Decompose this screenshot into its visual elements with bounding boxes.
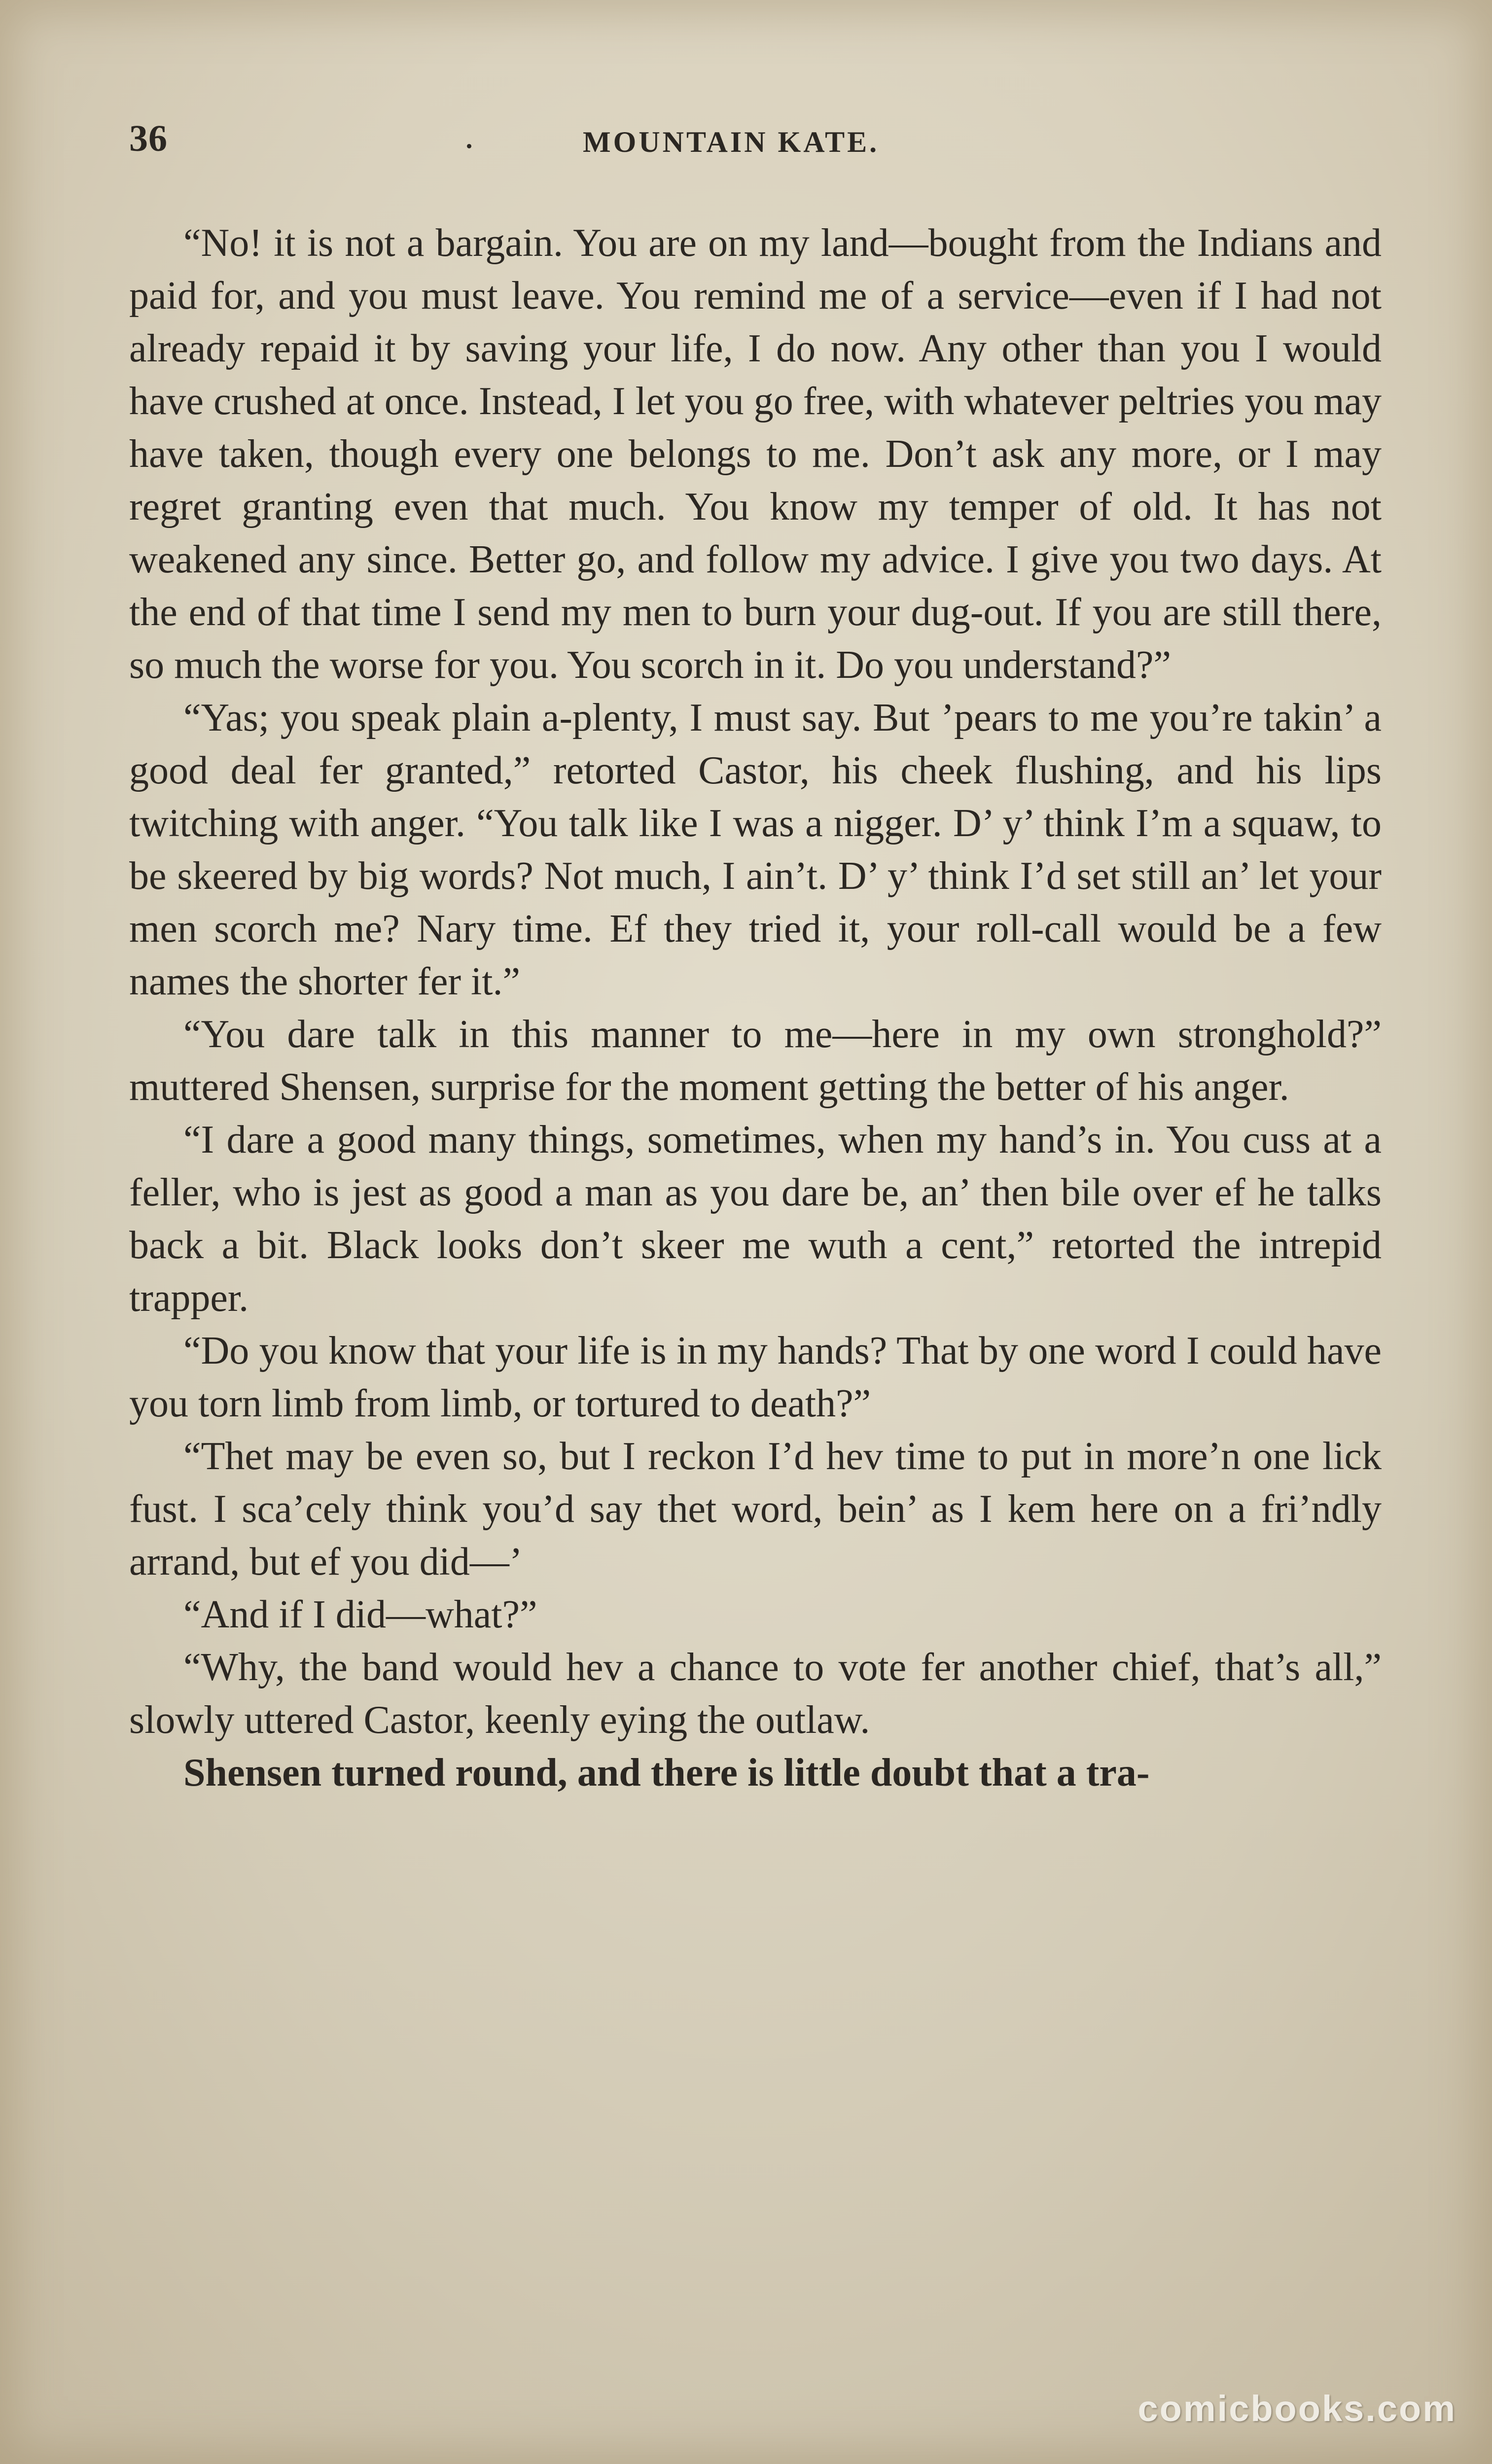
paragraph: “You dare talk in this manner to me—here in my own stronghold?” muttered Shensen, surprise for the moment getting the better of his anger.: [129, 1013, 1382, 1109]
book-title: MOUNTAIN KATE.: [583, 126, 880, 158]
paragraph: “I dare a good many things, sometimes, when my hand’s in. You cuss at a feller, who is jest as good a man as you dare be, an’ then bile over ef he talks back a bit. Black looks don’t skeer me wuth a cent,” retorted the intrepid trapper.: [129, 1118, 1382, 1320]
page-number: 36: [129, 118, 168, 159]
running-head: [129, 117, 1382, 172]
watermark: comicbooks.com: [1137, 2388, 1456, 2429]
paragraph: Shensen turned round, and there is little doubt that a tra-: [183, 1751, 1150, 1795]
paragraph: “Do you know that your life is in my hands? That by one word I could have you torn limb from limb, or tortured to death?”: [129, 1329, 1382, 1425]
paragraph: “Thet may be even so, but I reckon I’d hev time to put in more’n one lick fust. I sca’cely think you’d say thet word, bein’ as I kem here on a fri’ndly arrand, but ef you did—’: [129, 1435, 1382, 1584]
paragraph: “And if I did—what?”: [183, 1593, 537, 1636]
header-dot: .: [464, 115, 474, 156]
body-text: [129, 217, 1382, 1799]
paragraph: “No! it is not a bargain. You are on my land—bought from the Indians and paid for, and you must leave. You remind me of a service—even if I had not already repaid it by saving your life, I do now. Any other than you I would have crushed at once. Instead, I let you go free, with whatever peltries you may have taken, though every one belongs to me. Don’t ask any more, or I may regret granting even that much. You know my temper of old. It has not weakened any since. Better go, and follow my advice. I give you two days. At the end of that time I send my men to burn your dug-out. If you are still there, so much the worse for you. You scorch in it. Do you understand?”: [129, 221, 1382, 687]
paragraph: “Yas; you speak plain a-plenty, I must say. But ’pears to me you’re takin’ a good deal fer granted,” retorted Castor, his cheek flushing, and his lips twitching with anger. “You talk like I was a nigger. D’ y’ think I’m a squaw, to be skeered by big words? Not much, I ain’t. D’ y’ think I’d set still an’ let your men scorch me? Nary time. Ef they tried it, your roll-call would be a few names the shorter fer it.”: [129, 696, 1382, 1003]
paragraph: “Why, the band would hev a chance to vote fer another chief, that’s all,” slowly uttered Castor, keenly eying the outlaw.: [129, 1646, 1382, 1742]
